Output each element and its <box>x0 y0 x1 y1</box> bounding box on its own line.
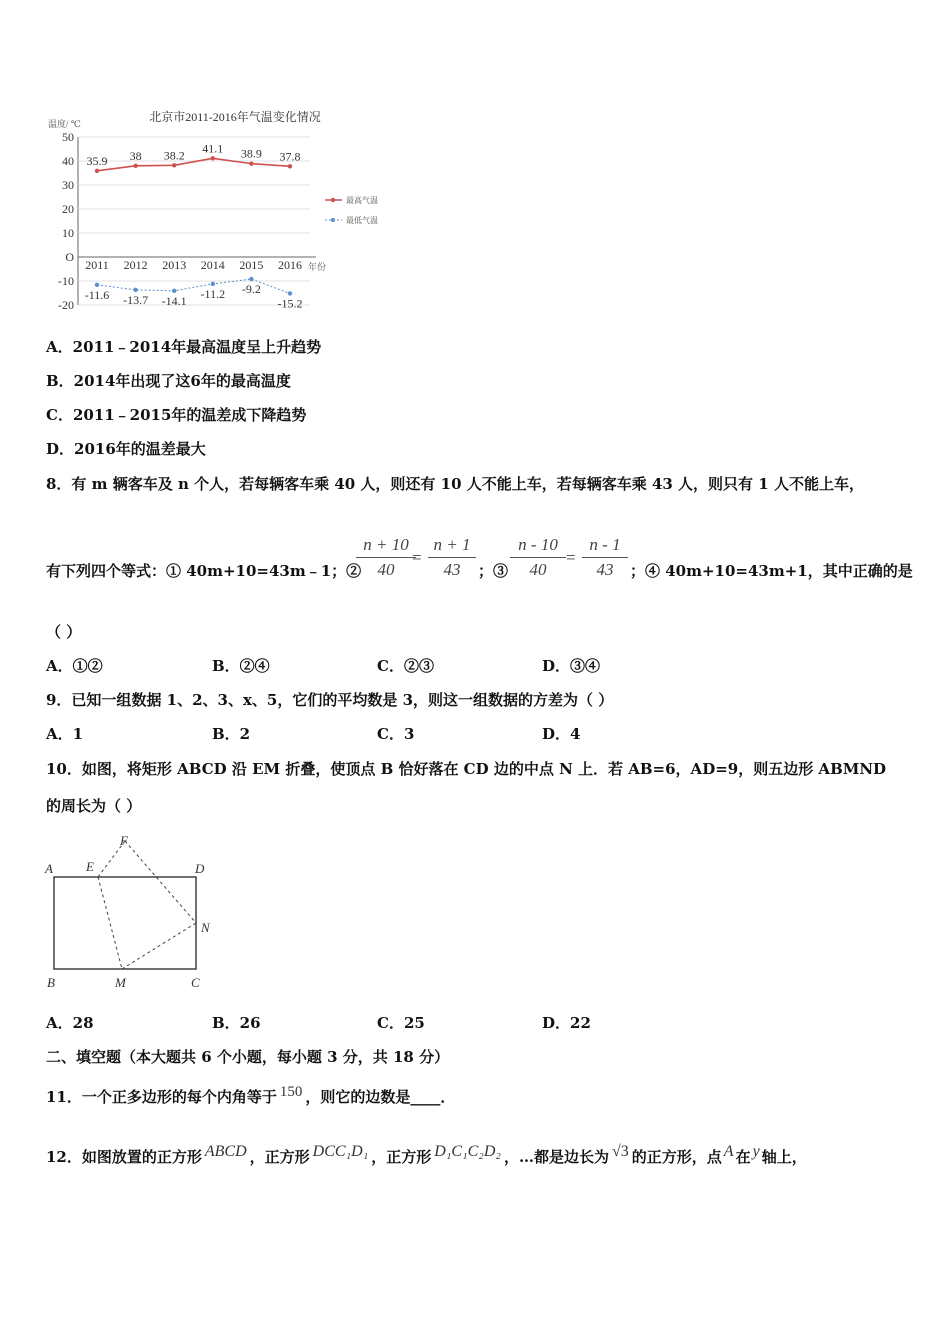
q7-option-a: A．2011﹣2014年最高温度呈上升趋势 <box>46 338 322 356</box>
q12-text-6: 在 <box>735 1148 751 1166</box>
q9-option-c: C．3 <box>377 725 415 743</box>
chart-title: 北京市2011-2016年气温变化情况 <box>149 110 321 124</box>
high-temp-label: 35.9 <box>86 153 108 168</box>
x-tick-label: 2013 <box>162 258 187 272</box>
q12-line <box>46 1143 807 1167</box>
y-tick-label: 40 <box>62 154 74 168</box>
q8-eq2-right-fraction <box>428 535 476 580</box>
q8-option-a: A．①② <box>46 657 103 675</box>
low-temp-point <box>172 289 176 293</box>
y-axis-label: 温度/ ℃ <box>48 119 81 129</box>
y-tick-label: -20 <box>58 298 74 312</box>
low-temp-label: -15.2 <box>277 296 303 311</box>
fraction-numerator: n + 1 <box>433 535 471 554</box>
fraction-denominator: 43 <box>596 560 614 579</box>
q8-separator-3: ；③ <box>478 562 509 580</box>
low-temp-label: -11.2 <box>200 286 226 301</box>
q12-text-2: ，正方形 <box>249 1148 310 1166</box>
q12-y-axis: y <box>752 1143 760 1160</box>
q7-option-c: C．2011﹣2015年的温差成下降趋势 <box>46 406 307 424</box>
low-temp-point <box>95 283 99 287</box>
low-temp-point <box>211 282 215 286</box>
q10-stem-line2: 的周长为（ ） <box>46 797 142 815</box>
x-tick-label: 2014 <box>200 258 225 272</box>
q10-option-a: A．28 <box>46 1014 94 1032</box>
q12-side-length: √3 <box>611 1143 629 1160</box>
legend-low: 最低气温 <box>346 216 378 225</box>
q8-option-b: B．②④ <box>212 657 270 675</box>
y-tick-label: O <box>65 250 74 264</box>
label-a: A <box>45 861 53 876</box>
q8-eq2-equals: = <box>412 548 422 567</box>
high-temp-label: 38 <box>129 148 142 163</box>
legend-high: 最高气温 <box>346 196 378 205</box>
q9-option-a: A．1 <box>46 725 84 743</box>
q8-option-c: C．②③ <box>377 657 434 675</box>
q11-angle: 150 <box>279 1084 303 1100</box>
high-temp-point <box>95 169 99 173</box>
label-c: C <box>191 975 200 990</box>
q12-square-dcc1d1: DCC₁D₁ <box>312 1143 369 1160</box>
q8-stem-line2a: 有下列四个等式：① 40m+10=43m﹣1；② <box>46 562 362 580</box>
q8-eq3-right-fraction <box>582 535 628 580</box>
rectangle-abcd <box>54 877 196 969</box>
q8-option-d: D．③④ <box>542 657 601 675</box>
low-temp-point <box>249 277 253 281</box>
label-f: F <box>120 833 128 848</box>
q12-text-4: ，…都是边长为 <box>503 1148 609 1166</box>
y-tick-label: 50 <box>62 130 74 144</box>
x-tick-label: 2016 <box>278 258 302 272</box>
label-m: M <box>115 975 126 990</box>
q7-option-d: D．2016年的温差最大 <box>46 440 206 458</box>
y-tick-label: 20 <box>62 202 74 216</box>
low-temp-label: -11.6 <box>84 287 110 302</box>
q8-eq3-equals: = <box>566 548 576 567</box>
q10-option-c: C．25 <box>377 1014 425 1032</box>
q11-pre: 11．一个正多边形的每个内角等于 <box>46 1088 277 1106</box>
fraction-numerator: n - 1 <box>589 535 621 554</box>
q12-square-d1c1c2d2: D₁C₁C₂D₂ <box>434 1143 501 1160</box>
q12-text-3: ，正方形 <box>371 1148 432 1166</box>
label-b: B <box>47 975 55 990</box>
q12-text-5: 的正方形，点 <box>631 1148 722 1166</box>
x-tick-label: 2012 <box>123 258 148 272</box>
q12-square-abcd: ABCD <box>204 1143 247 1160</box>
q10-option-d: D．22 <box>542 1014 591 1032</box>
label-e: E <box>86 859 94 874</box>
q8-stem-line1: 8．有 m 辆客车及 n 个人，若每辆客车乘 40 人，则还有 10 人不能上车，若每辆客车乘 43 人，则只有 1 人不能上车， <box>46 475 864 493</box>
fraction-denominator: 40 <box>377 560 395 579</box>
low-temp-label: -13.7 <box>123 292 149 307</box>
high-temp-label: 38.2 <box>163 148 185 163</box>
low-temp-label: -9.2 <box>241 282 261 297</box>
q8-paren: （ ） <box>46 623 82 641</box>
fraction-denominator: 40 <box>529 560 547 579</box>
high-temp-point <box>288 164 292 168</box>
y-tick-label: 10 <box>62 226 74 240</box>
high-temp-label: 41.1 <box>202 141 224 156</box>
high-temp-point <box>211 156 215 160</box>
low-temp-point <box>288 291 292 295</box>
q9-option-b: B．2 <box>212 725 251 743</box>
y-axis <box>58 130 78 312</box>
section-2-heading: 二、填空题（本大题共 6 个小题，每小题 3 分，共 18 分） <box>46 1048 450 1066</box>
q10-stem-line1: 10．如图，将矩形 ABCD 沿 EM 折叠，使顶点 B 恰好落在 CD 边的中点 N 上．若 AB=6，AD=9，则五边形 ABMND <box>46 760 887 778</box>
q8-eq2-left-fraction <box>356 535 416 580</box>
x-axis-label: 年份 <box>308 262 327 272</box>
temperature-chart <box>40 100 400 315</box>
low-temp-label: -14.1 <box>161 293 187 308</box>
q9-stem: 9．已知一组数据 1、2、3、x、5，它们的平均数是 3，则这一组数据的方差为（ ） <box>46 691 614 709</box>
x-tick-label: 2015 <box>239 258 264 272</box>
label-n: N <box>201 920 210 935</box>
q9-option-d: D．4 <box>542 725 581 743</box>
rectangle-fold-figure <box>40 830 230 998</box>
low-temp-point <box>133 288 137 292</box>
q10-option-b: B．26 <box>212 1014 261 1032</box>
q8-stem-line2b: ；④ 40m+10=43m+1，其中正确的是 <box>630 562 913 580</box>
label-d: D <box>195 861 205 876</box>
legend <box>325 195 378 225</box>
x-axis <box>78 257 316 272</box>
q12-point-a: A <box>723 1143 734 1160</box>
high-temp-point <box>249 161 253 165</box>
high-temp-point <box>133 164 137 168</box>
q8-eq3-left-fraction <box>510 535 566 580</box>
high-temp-label: 37.8 <box>279 149 301 164</box>
high-temp-label: 38.9 <box>240 146 262 161</box>
fraction-numerator: n - 10 <box>518 535 558 554</box>
q7-option-b: B．2014年出现了这6年的最高温度 <box>46 372 291 390</box>
y-tick-label: 30 <box>62 178 74 192</box>
fold-lines <box>98 841 196 969</box>
x-tick-label: 2011 <box>85 258 109 272</box>
q11-post: ，则它的边数是____． <box>305 1088 456 1106</box>
q12-text-1: 12．如图放置的正方形 <box>46 1148 202 1166</box>
q11-line <box>46 1084 455 1107</box>
y-tick-label: -10 <box>58 274 74 288</box>
q12-text-7: 轴上， <box>761 1148 807 1166</box>
chart-series <box>85 141 303 310</box>
fraction-numerator: n + 10 <box>363 535 409 554</box>
high-temp-point <box>172 163 176 167</box>
fraction-denominator: 43 <box>443 560 461 579</box>
